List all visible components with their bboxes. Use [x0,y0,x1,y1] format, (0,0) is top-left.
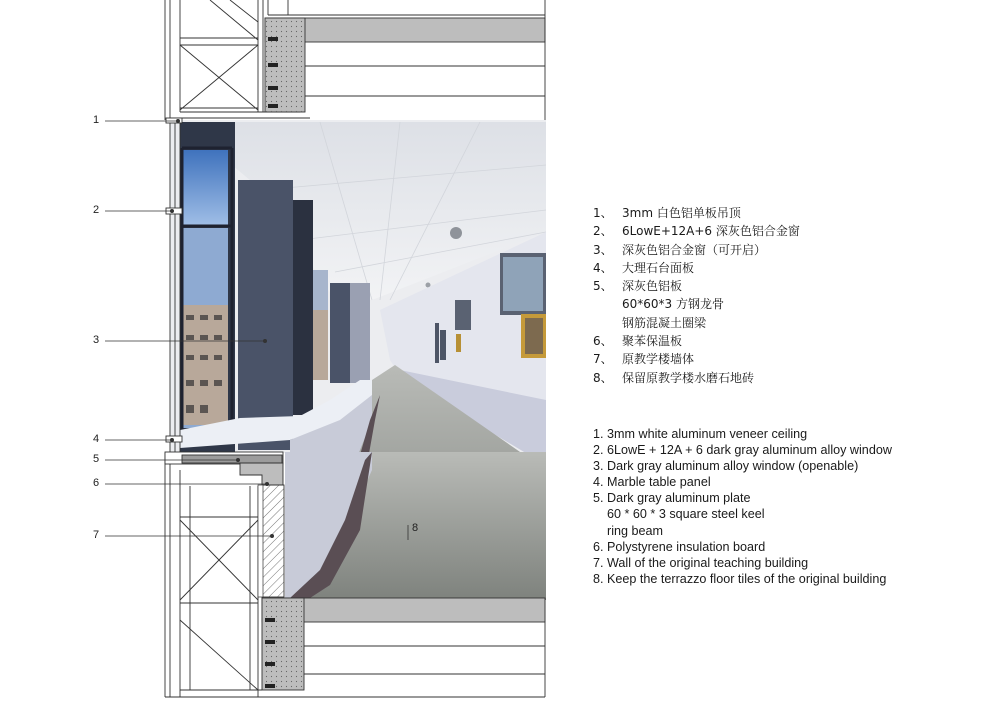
callout-4: 4 [93,433,100,445]
legend-en-item: 3. Dark gray aluminum alloy window (openable) [593,459,859,474]
callout-5: 5 [93,453,100,465]
legend-en-item: 1. 3mm white aluminum veneer ceiling [593,427,808,441]
legend-cn-item: 1、 3mm 白色铝单板吊顶 [593,206,741,220]
callout-7: 7 [93,529,100,541]
lower-slab [262,598,545,690]
callout-1: 1 [93,114,100,126]
callout-8: 8 [412,522,419,534]
callout-6: 6 [93,477,100,489]
legend-en-subitem: 60 * 60 * 3 square steel keel [607,507,765,522]
legend-english [593,426,892,587]
legend-chinese [593,204,800,387]
legend-cn-item: 8、 保留原教学楼水磨石地砖 [593,370,755,385]
legend-en-item: 8. Keep the terrazzo floor tiles of the original building [593,571,887,586]
legend-cn-item: 4、 大理石台面板 [593,260,695,275]
legend-en-item: 5. Dark gray aluminum plate [593,491,751,506]
sill-section [165,452,284,597]
legend-cn-subitem: 钢筋混凝土圈梁 [622,315,707,330]
legend-en-subitem: ring beam [607,523,664,538]
upper-slab [265,0,545,120]
legend-en-item: 4. Marble table panel [593,475,711,490]
callout-2: 2 [93,204,100,216]
legend-cn-item: 5、 深灰色铝板 [593,279,683,294]
legend-cn-item: 7、 原教学楼墙体 [593,352,695,367]
legend-cn-item: 6、 聚苯保温板 [593,334,683,349]
legend-cn-item: 2、 6LowE+12A+6 深灰色铝合金窗 [593,224,800,239]
callout-3: 3 [93,334,100,346]
legend-en-item: 2. 6LowE + 12A + 6 dark gray aluminum alloy window [593,443,892,458]
legend-en-item: 7. Wall of the original teaching building [593,555,809,570]
legend-cn-item: 3、 深灰色铝合金窗（可开启） [593,242,767,257]
legend-cn-subitem: 60*60*3 方钢龙骨 [622,297,724,312]
legend-en-item: 6. Polystyrene insulation board [593,539,766,554]
